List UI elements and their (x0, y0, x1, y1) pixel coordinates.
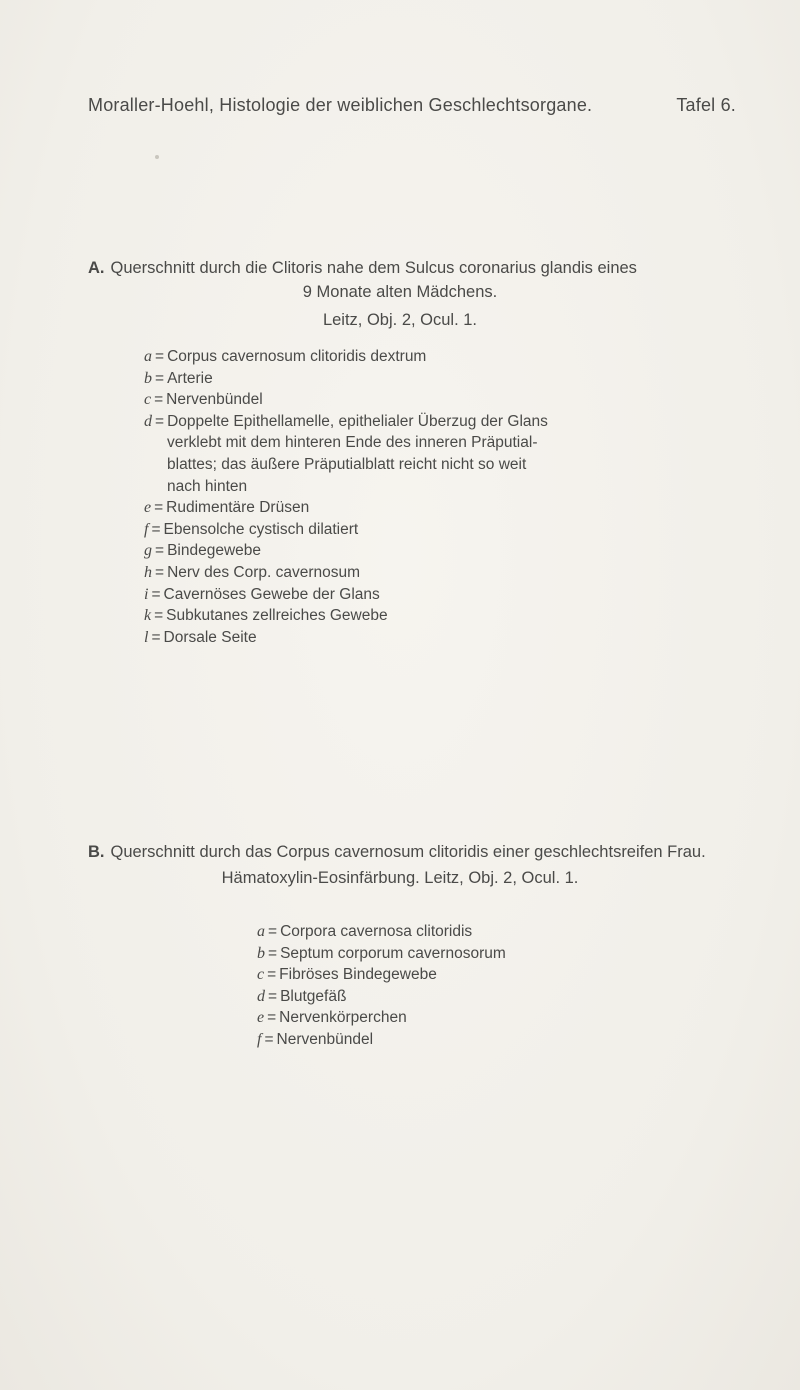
section-a-title-line2: 9 Monate alten Mädchens. (302, 283, 498, 301)
legend-item (144, 368, 548, 390)
legend-item (144, 411, 548, 497)
legend-key: i (144, 585, 149, 603)
plate-number: Tafel 6. (676, 95, 736, 115)
legend-item (257, 986, 506, 1008)
legend-text: Nerv des Corp. cavernosum (167, 563, 361, 581)
legend-text: Septum corporum cavernosorum (280, 944, 506, 962)
legend-key: d (144, 412, 152, 430)
legend-item (144, 627, 548, 649)
paper-speck (155, 155, 159, 159)
page-header (88, 95, 736, 125)
legend-text: Nervenbündel (166, 391, 263, 409)
legend-item (144, 540, 548, 562)
legend-equals: = (155, 412, 165, 430)
legend-equals: = (155, 563, 165, 581)
legend-equals: = (264, 1030, 274, 1048)
legend-equals: = (268, 923, 278, 940)
legend-key: b (257, 944, 265, 962)
legend-equals: = (154, 391, 164, 409)
legend-text: Corpora cavernosa clitoridis (280, 923, 473, 940)
legend-text: Subkutanes zellreiches Gewebe (166, 607, 388, 625)
legend-equals: = (155, 348, 165, 365)
legend-text: Nervenbündel (276, 1030, 374, 1048)
legend-text: Rudimentäre Drüsen (166, 499, 310, 517)
section-a-title (88, 256, 637, 280)
section-a-legend (144, 346, 548, 648)
legend-text-continuation: nach hinten (167, 477, 248, 495)
legend-item (144, 562, 548, 584)
header-title: Moraller-Hoehl, Histologie der weiblichen Geschlechtsorgane. (88, 95, 593, 115)
section-b-title-line1: Querschnitt durch das Corpus cavernosum clitoridis einer geschlechtsreifen Frau. (110, 843, 706, 861)
legend-text: Doppelte Epithellamelle, epithelialer Überzug der Glans (167, 412, 548, 430)
legend-text-continuation: blattes; das äußere Präputialblatt reicht nicht so weit (167, 455, 527, 473)
legend-text: Blutgefäß (280, 987, 347, 1005)
legend-item (144, 584, 548, 606)
legend-text: Ebensolche cystisch dilatiert (163, 520, 359, 538)
legend-equals: = (267, 1009, 277, 1027)
legend-item (144, 497, 548, 519)
section-b-label: B. (88, 843, 105, 861)
legend-key: h (144, 563, 152, 581)
legend-item (257, 1007, 506, 1029)
legend-key: a (257, 923, 265, 940)
legend-key: f (257, 1030, 262, 1048)
legend-item (144, 389, 548, 411)
legend-equals: = (268, 944, 278, 962)
legend-key: f (144, 520, 149, 538)
legend-equals: = (155, 369, 165, 387)
legend-text-continuation: verklebt mit dem hinteren Ende des inneren Präputial- (167, 434, 538, 452)
legend-item (257, 964, 506, 986)
section-b-title (88, 840, 706, 864)
legend-text: Nervenkörperchen (279, 1009, 407, 1027)
legend-equals: = (151, 585, 161, 603)
legend-key: c (144, 391, 152, 409)
section-b-legend (257, 921, 506, 1051)
legend-text: Bindegewebe (167, 542, 262, 560)
legend-equals: = (151, 520, 161, 538)
legend-key: k (144, 607, 152, 625)
section-a-optics: Leitz, Obj. 2, Ocul. 1. (322, 311, 478, 329)
legend-item (257, 1029, 506, 1051)
legend-equals: = (154, 499, 164, 517)
legend-text: Arterie (167, 369, 213, 387)
legend-text: Cavernöses Gewebe der Glans (163, 585, 380, 603)
legend-equals: = (155, 542, 165, 560)
legend-key: g (144, 542, 152, 560)
legend-item (144, 519, 548, 541)
legend-equals: = (151, 628, 161, 646)
section-a-title-line1: Querschnitt durch die Clitoris nahe dem Sulcus coronarius glandis eines (110, 259, 637, 277)
legend-item (257, 943, 506, 965)
legend-item (257, 921, 506, 943)
legend-equals: = (268, 987, 278, 1005)
legend-key: c (257, 966, 265, 984)
legend-item (144, 605, 548, 627)
legend-key: d (257, 987, 265, 1005)
section-a-label: A. (88, 259, 105, 277)
section-b-title-line2: Hämatoxylin-Eosinfärbung. Leitz, Obj. 2, Ocul. 1. (221, 869, 579, 887)
legend-item (144, 346, 548, 368)
legend-equals: = (154, 607, 164, 625)
legend-text: Fibröses Bindegewebe (279, 966, 437, 984)
legend-key: a (144, 348, 152, 365)
legend-key: e (144, 499, 152, 517)
legend-equals: = (267, 966, 277, 984)
legend-text: Corpus cavernosum clitoridis dextrum (167, 348, 427, 365)
legend-key: e (257, 1009, 265, 1027)
legend-key: l (144, 628, 149, 646)
legend-text: Dorsale Seite (163, 628, 257, 646)
legend-key: b (144, 369, 152, 387)
